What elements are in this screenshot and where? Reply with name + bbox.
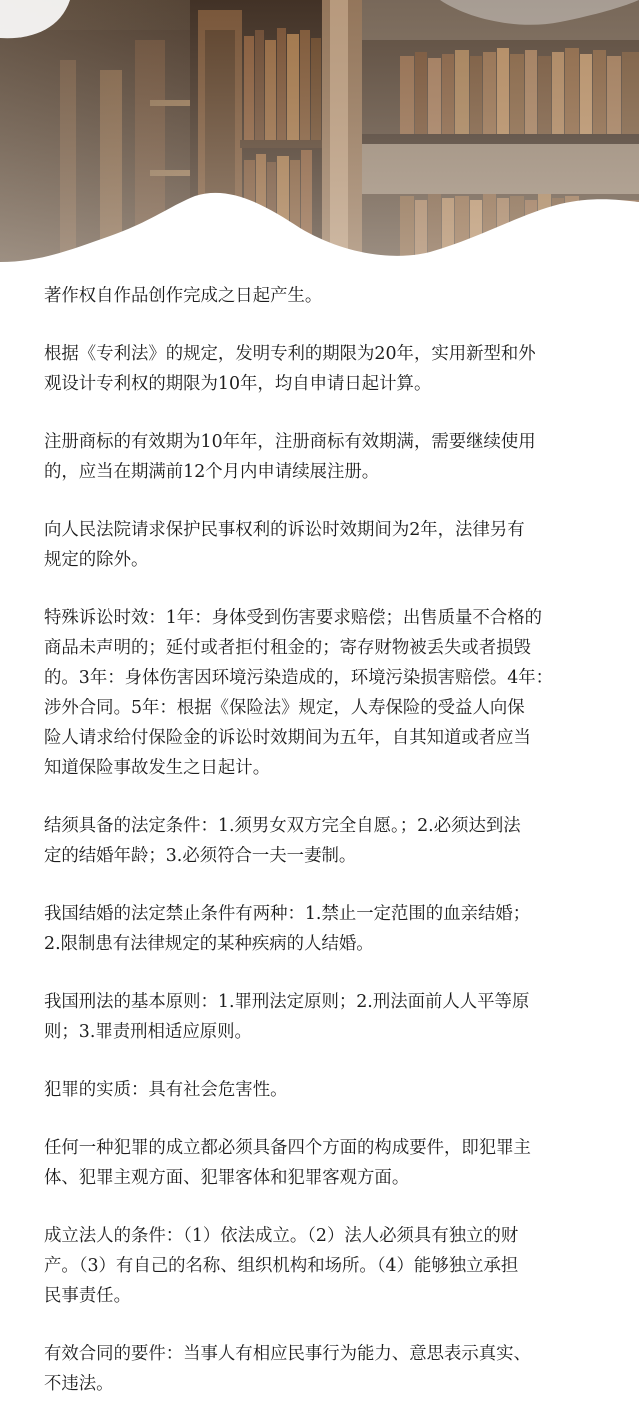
- paragraph-copyright: 著作权自作品创作完成之日起产生。: [44, 286, 323, 306]
- article-body: [44, 281, 612, 1427]
- bookshelf-library-photo: [0, 0, 639, 280]
- paragraph-trademark-term: 注册商标的有效期为10年年，注册商标有效期满，需要继续使用 的，应当在期满前12个月内申请续展注册。: [44, 432, 536, 482]
- paragraph-crime-essence: 犯罪的实质：具有社会危害性。: [44, 1080, 288, 1100]
- paragraph-legal-person: 成立法人的条件：（1）依法成立。（2）法人必须具有独立的财 产。（3）有自己的名称、组织机构和场所。（4）能够独立承担 民事责任。: [44, 1226, 519, 1306]
- paragraph-patent-term: 根据《专利法》的规定，发明专利的期限为20年，实用新型和外 观设计专利权的期限为10年，均自申请日起计算。: [44, 344, 536, 394]
- paragraph-marriage-conditions: 结须具备的法定条件：1.须男女双方完全自愿。；2.必须达到法 定的结婚年龄；3.必须符合一夫一妻制。: [44, 816, 521, 866]
- paragraph-special-limitation: 特殊诉讼时效：1年：身体受到伤害要求赔偿；出售质量不合格的 商品未声明的；延付或者拒付租金的；寄存财物被丢失或者损毁 的。3年：身体伤害因环境污染造成的，环境污染损害赔偿。4年： 涉外合同。5年：根据《保险法》规定，人寿保险的受益人向保 险人请求给付保险金的诉讼时效期间为五年，自其知道或者应当 知道保险事故发生之日起计。: [44, 608, 554, 778]
- paragraph-criminal-principles: 我国刑法的基本原则：1.罪刑法定原则；2.刑法面前人人平等原 则；3.罪责刑相适应原则。: [44, 992, 530, 1042]
- paragraph-marriage-prohibitions: 我国结婚的法定禁止条件有两种：1.禁止一定范围的血亲结婚； 2.限制患有法律规定的某种疾病的人结婚。: [44, 904, 531, 954]
- paragraph-crime-elements: 任何一种犯罪的成立都必须具备四个方面的构成要件，即犯罪主 体、犯罪主观方面、犯罪客体和犯罪客观方面。: [44, 1138, 531, 1188]
- paragraph-limitation-period: 向人民法院请求保护民事权利的诉讼时效期间为2年，法律另有 规定的除外。: [44, 520, 525, 570]
- paragraph-valid-contract: 有效合同的要件：当事人有相应民事行为能力、意思表示真实、 不违法。: [44, 1344, 531, 1394]
- header-image: [0, 0, 639, 280]
